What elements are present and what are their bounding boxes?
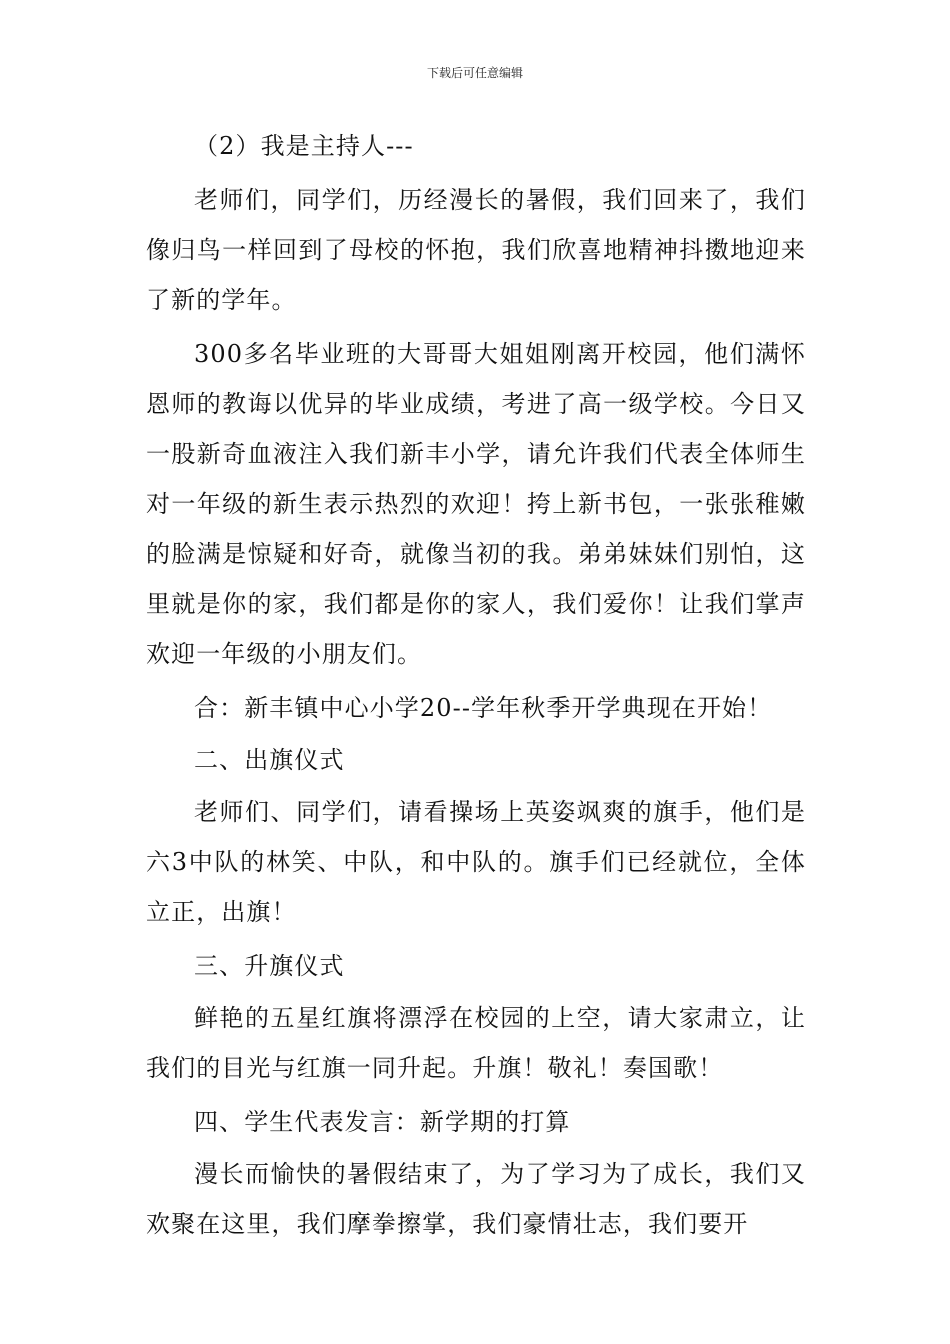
paragraph-student-speech: 漫长而愉快的暑假结束了，为了学习为了成长，我们又欢聚在这里，我们摩拳擦掌，我们豪情壮志，我们要开 xyxy=(146,1160,806,1238)
document-body xyxy=(146,121,806,1253)
paragraph-host-intro: （2）我是主持人--- xyxy=(194,132,414,160)
section-heading-flag-entry: 二、出旗仪式 xyxy=(194,746,345,774)
section-heading-flag-raising: 三、升旗仪式 xyxy=(194,952,345,980)
paragraph-welcome-back: 老师们，同学们，历经漫长的暑假，我们回来了，我们像归鸟一样回到了母校的怀抱，我们欣喜地精神抖擞地迎来了新的学年。 xyxy=(146,186,806,314)
page-header: 下载后可任意编辑 xyxy=(426,66,523,80)
paragraph-flag-raising: 鲜艳的五星红旗将漂浮在校园的上空，请大家肃立，让我们的目光与红旗一同升起。升旗！敬礼！奏国歌！ xyxy=(146,1004,806,1082)
paragraph-graduates-and-newcomers: 300多名毕业班的大哥哥大姐姐刚离开校园，他们满怀恩师的教诲以优异的毕业成绩，考进了高一级学校。今日又一股新奇血液注入我们新丰小学，请允许我们代表全体师生对一年级的新生表示热烈的欢迎！挎上新书包，一张张稚嫩的脸满是惊疑和好奇，就像当初的我。弟弟妹妹们别怕，这里就是你的家，我们都是你的家人，我们爱你！让我们掌声欢迎一年级的小朋友们。 xyxy=(146,340,806,668)
section-heading-student-speech: 四、学生代表发言：新学期的打算 xyxy=(194,1108,571,1136)
paragraph-ceremony-start: 合：新丰镇中心小学20--学年秋季开学典现在开始！ xyxy=(194,694,773,722)
paragraph-flag-bearers: 老师们、同学们，请看操场上英姿飒爽的旗手，他们是六3中队的林笑、中队，和中队的。旗手们已经就位，全体立正，出旗！ xyxy=(146,798,806,926)
